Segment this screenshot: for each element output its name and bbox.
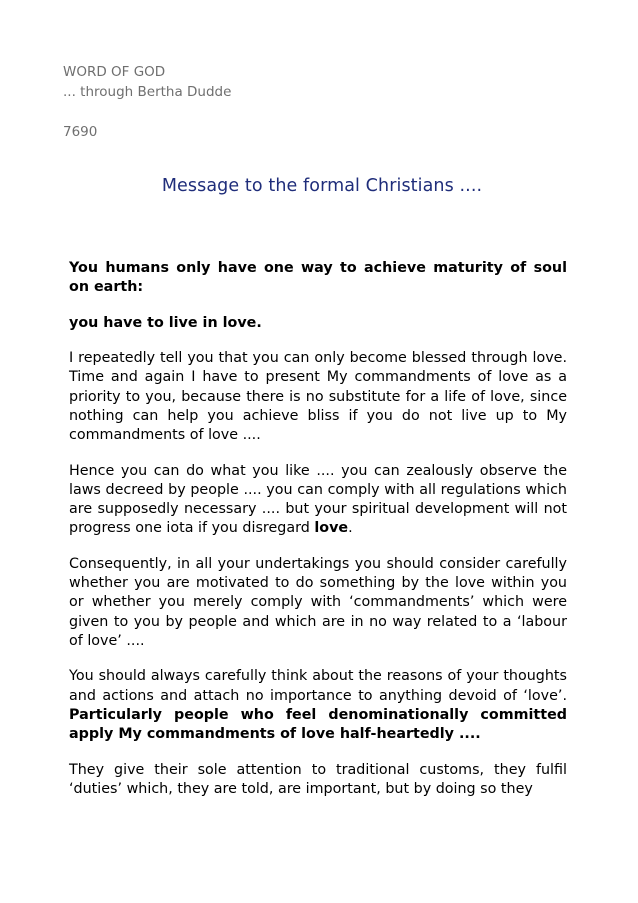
message-number: 7690 [63,124,98,140]
paragraph-text: . [348,520,353,537]
page-title: Message to the formal Christians .... [161,176,483,196]
document-body [69,259,567,816]
paragraph-intro: You humans only have one way to achieve maturity of soul on earth: [69,260,567,296]
paragraph-text: Hence you can do what you like .... you can zealously observe the laws decreed by people .... you can comply with all regulations which are supposedly necessary .... but your spiritual development will not progress one iota if you disregard [69,462,567,537]
paragraph: I repeatedly tell you that you can only become blessed through love. Time and again I have to present My commandments of love as a priority to you, because there is no substitute for a life of love, since nothing can help you achieve bliss if you do not live up to My commandments of love .... [69,350,567,443]
header-series: WORD OF GOD [63,64,166,80]
paragraph [69,667,567,744]
paragraph [69,462,567,539]
paragraph: Consequently, in all your undertakings you should consider carefully whether you are motivated to do something by the love within you or whether you merely comply with ‘commandments’ which were given to you by people and which are in no way related to a ‘labour of love’ .... [69,555,567,649]
emphasis-text: Particularly people who feel denominationally committed apply My commandments of love half-heartedly .... [69,706,567,743]
emphasis-text: love [314,520,349,537]
header-author: ... through Bertha Dudde [63,84,232,100]
paragraph-text: You should always carefully think about the reasons of your thoughts and actions and attach no importance to anything devoid of ‘love’. [69,668,567,704]
paragraph: They give their sole attention to traditional customs, they fulfil ‘duties’ which, they are told, are important, but by doing so they [69,761,567,797]
document-header [63,62,231,142]
paragraph-key-statement: you have to live in love. [69,314,262,331]
